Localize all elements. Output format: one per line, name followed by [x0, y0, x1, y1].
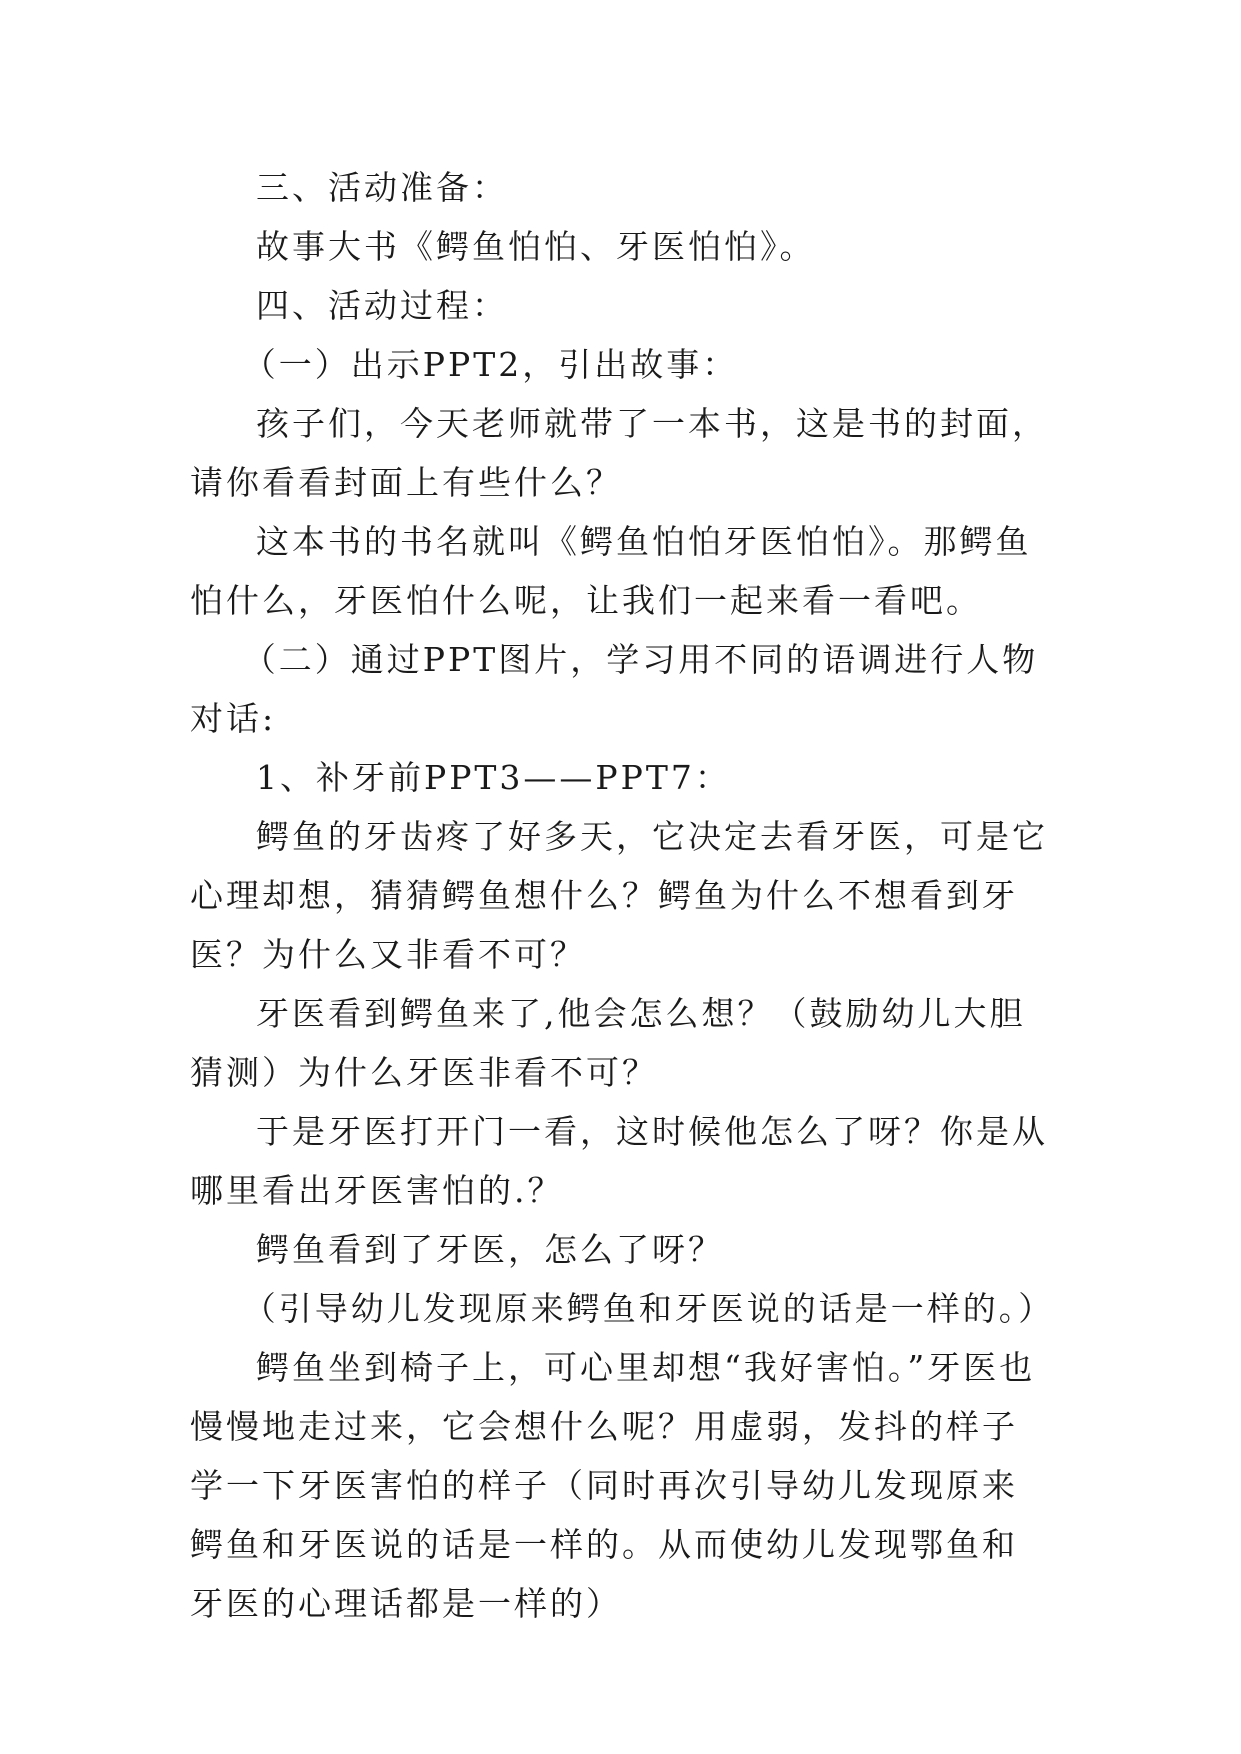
- subsection-heading: （一）出示PPT2，引出故事：: [242, 345, 739, 384]
- section-heading-preparation: 三、活动准备：: [256, 168, 508, 207]
- paragraph: 鳄鱼坐到椅子上，可心里却想“我好害怕。”牙医也慢慢地走过来，它会想什么呢？用虚弱，发抖的样子学一下牙医害怕的样子（同时再次引导幼儿发现原来鳄鱼和牙医说的话是一样的。从而使幼儿发现鄂鱼和牙医的心理话都是一样的）: [190, 1348, 1036, 1623]
- paragraph: 于是牙医打开门一看，这时候他怎么了呀？你是从哪里看出牙医害怕的.？: [190, 1112, 1048, 1210]
- section-heading-process: 四、活动过程：: [256, 286, 508, 325]
- document-body: [190, 158, 1055, 1633]
- subsection-heading: （二）通过PPT图片，学习用不同的语调进行人物对话:: [190, 640, 1039, 738]
- paragraph: （引导幼儿发现原来鳄鱼和牙医说的话是一样的。）: [242, 1289, 1055, 1328]
- paragraph: 牙医看到鳄鱼来了,他会怎么想？（鼓励幼儿大胆猜测）为什么牙医非看不可？: [190, 994, 1026, 1092]
- step-heading: 1、补牙前PPT3——PPT7：: [256, 758, 731, 797]
- paragraph: 故事大书《鳄鱼怕怕、牙医怕怕》。: [256, 227, 816, 266]
- paragraph: 这本书的书名就叫《鳄鱼怕怕牙医怕怕》。那鳄鱼怕什么，牙医怕什么呢，让我们一起来看一看吧。: [190, 522, 1032, 620]
- paragraph: 鳄鱼的牙齿疼了好多天，它决定去看牙医，可是它心理却想，猜猜鳄鱼想什么？鳄鱼为什么不想看到牙医？为什么又非看不可？: [190, 817, 1048, 974]
- paragraph: 孩子们，今天老师就带了一本书，这是书的封面，请你看看封面上有些什么？: [190, 404, 1048, 502]
- paragraph: 鳄鱼看到了牙医，怎么了呀？: [256, 1230, 724, 1269]
